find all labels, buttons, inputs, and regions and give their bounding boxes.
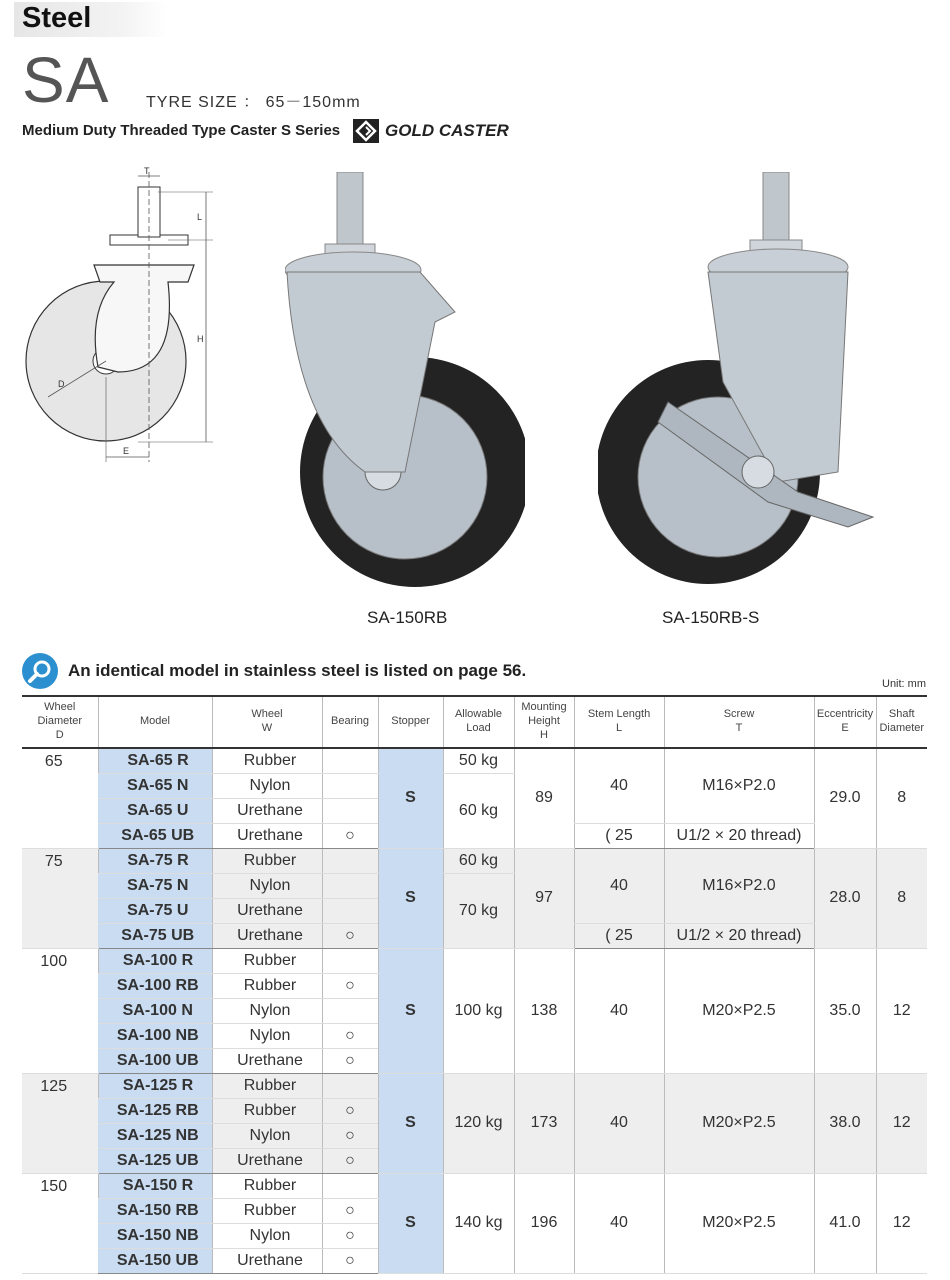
eccentricity: 28.0 — [814, 848, 876, 948]
wheel-material: Urethane — [212, 1248, 322, 1273]
wheel-material: Rubber — [212, 973, 322, 998]
column-header-line: Mounting — [521, 701, 567, 714]
column-header-line: Load — [466, 722, 491, 734]
eccentricity: 38.0 — [814, 1073, 876, 1173]
shaft-diameter: 8 — [876, 848, 927, 948]
caster-photo-1 — [285, 172, 525, 597]
column-header-line: Allowable — [454, 708, 503, 721]
column-header-line: W — [261, 722, 273, 734]
allowable-load: 70 kg — [443, 873, 514, 948]
column-header-line: Screw — [723, 708, 755, 721]
column-header — [876, 696, 927, 748]
table-row — [22, 1073, 927, 1098]
wheel-diameter: 100 — [22, 948, 98, 1073]
wheel-material: Urethane — [212, 1148, 322, 1173]
wheel-material: Rubber — [212, 1198, 322, 1223]
bearing-mark — [322, 798, 378, 823]
column-header — [443, 696, 514, 748]
allowable-load: 140 kg — [443, 1173, 514, 1273]
table-row — [22, 1173, 927, 1198]
wheel-material: Rubber — [212, 948, 322, 973]
brand-name: GOLD CASTER — [385, 121, 509, 140]
column-header-line: E — [841, 722, 849, 734]
stem-length: 40 — [574, 1073, 664, 1173]
category-tab — [14, 2, 168, 37]
bearing-mark: ○ — [322, 1223, 378, 1248]
model-code: SA-125 R — [98, 1073, 212, 1098]
mounting-height: 89 — [514, 748, 574, 848]
mounting-height: 173 — [514, 1073, 574, 1173]
model-code: SA-150 UB — [98, 1248, 212, 1273]
wheel-material: Nylon — [212, 1123, 322, 1148]
column-header — [514, 696, 574, 748]
bearing-mark — [322, 773, 378, 798]
photo-2-caption: SA-150RB-S — [662, 608, 760, 627]
model-code: SA-75 UB — [98, 923, 212, 948]
unit-label: Unit: mm — [882, 678, 926, 690]
wheel-material: Urethane — [212, 898, 322, 923]
wheel-material: Nylon — [212, 1023, 322, 1048]
column-header — [664, 696, 814, 748]
column-header — [574, 696, 664, 748]
stem-length: 40 — [574, 848, 664, 923]
caster-photo-2 — [598, 172, 883, 597]
dim-label-t: T — [144, 166, 150, 176]
bearing-mark: ○ — [322, 1048, 378, 1073]
screw-spec-alt: U1/2 × 20 thread) — [664, 823, 814, 848]
model-code: SA-75 U — [98, 898, 212, 923]
category-label: Steel — [22, 2, 92, 34]
screw-spec-alt: U1/2 × 20 thread) — [664, 923, 814, 948]
bearing-mark — [322, 948, 378, 973]
table-row — [22, 948, 927, 973]
series-title: SA — [22, 44, 110, 116]
column-header — [378, 696, 443, 748]
bearing-mark: ○ — [322, 1098, 378, 1123]
bearing-mark: ○ — [322, 823, 378, 848]
wheel-diameter: 125 — [22, 1073, 98, 1173]
model-code: SA-65 R — [98, 748, 212, 773]
photo-1-caption: SA-150RB — [367, 608, 448, 627]
allowable-load: 50 kg — [443, 748, 514, 773]
bearing-mark — [322, 748, 378, 773]
screw-spec: M20×P2.5 — [664, 948, 814, 1073]
shaft-diameter: 8 — [876, 748, 927, 848]
model-code: SA-75 N — [98, 873, 212, 898]
model-code: SA-125 UB — [98, 1148, 212, 1173]
bearing-mark: ○ — [322, 1123, 378, 1148]
model-code: SA-150 NB — [98, 1223, 212, 1248]
model-code: SA-100 NB — [98, 1023, 212, 1048]
model-code: SA-100 UB — [98, 1048, 212, 1073]
bearing-mark — [322, 1173, 378, 1198]
model-code: SA-150 RB — [98, 1198, 212, 1223]
spec-table — [22, 695, 927, 1274]
column-header — [98, 696, 212, 748]
allowable-load: 120 kg — [443, 1073, 514, 1173]
wheel-material: Nylon — [212, 773, 322, 798]
screw-spec: M20×P2.5 — [664, 1173, 814, 1273]
model-code: SA-65 UB — [98, 823, 212, 848]
mounting-height: 138 — [514, 948, 574, 1073]
screw-spec: M16×P2.0 — [664, 848, 814, 923]
column-header-line: Model — [140, 715, 170, 728]
bearing-mark — [322, 898, 378, 923]
wheel-material: Rubber — [212, 748, 322, 773]
model-code: SA-150 R — [98, 1173, 212, 1198]
column-header-line: Wheel — [44, 701, 76, 714]
column-header-line: Stem Length — [587, 708, 651, 721]
bearing-mark — [322, 873, 378, 898]
bearing-mark: ○ — [322, 1148, 378, 1173]
shaft-diameter: 12 — [876, 1073, 927, 1173]
stem-length-alt: ( 25 — [574, 823, 664, 848]
stopper-code: S — [378, 1173, 443, 1273]
bearing-mark — [322, 848, 378, 873]
column-header — [814, 696, 876, 748]
stopper-code: S — [378, 848, 443, 948]
stopper-code: S — [378, 748, 443, 848]
column-header-line: Diameter — [879, 722, 925, 734]
bearing-mark — [322, 1073, 378, 1098]
shaft-diameter: 12 — [876, 948, 927, 1073]
bearing-mark: ○ — [322, 1023, 378, 1048]
stainless-note — [22, 653, 526, 689]
bearing-mark: ○ — [322, 1248, 378, 1273]
stopper-code: S — [378, 948, 443, 1073]
stem-length: 40 — [574, 948, 664, 1073]
product-subtitle: Medium Duty Threaded Type Caster S Series — [22, 122, 341, 139]
column-header-line: Wheel — [251, 708, 283, 721]
wheel-material: Rubber — [212, 1098, 322, 1123]
dim-label-h: H — [197, 334, 204, 344]
wheel-diameter: 150 — [22, 1173, 98, 1273]
mounting-height: 196 — [514, 1173, 574, 1273]
model-code: SA-65 U — [98, 798, 212, 823]
bearing-mark: ○ — [322, 923, 378, 948]
allowable-load: 60 kg — [443, 773, 514, 848]
wheel-material: Urethane — [212, 798, 322, 823]
model-code: SA-100 RB — [98, 973, 212, 998]
wheel-material: Nylon — [212, 1223, 322, 1248]
stem-length-alt: ( 25 — [574, 923, 664, 948]
model-code: SA-75 R — [98, 848, 212, 873]
eccentricity: 29.0 — [814, 748, 876, 848]
table-row — [22, 848, 927, 873]
dim-label-d: D — [58, 379, 65, 389]
bearing-mark: ○ — [322, 973, 378, 998]
column-header-line: L — [615, 722, 623, 734]
caster-dimension-diagram — [18, 162, 228, 467]
eccentricity: 41.0 — [814, 1173, 876, 1273]
column-header-line: H — [540, 728, 548, 741]
tyre-size: TYRE SIZE ： 65－150mm — [146, 94, 361, 111]
wheel-material: Urethane — [212, 1048, 322, 1073]
column-header-line: T — [735, 722, 743, 734]
column-header-line: Shaft — [888, 708, 915, 721]
search-icon — [22, 653, 58, 689]
column-header — [212, 696, 322, 748]
model-code: SA-125 RB — [98, 1098, 212, 1123]
mounting-height: 97 — [514, 848, 574, 948]
dim-label-l: L — [197, 212, 203, 222]
allowable-load: 60 kg — [443, 848, 514, 873]
wheel-diameter: 75 — [22, 848, 98, 948]
wheel-material: Rubber — [212, 1173, 322, 1198]
stopper-code: S — [378, 1073, 443, 1173]
brand-mark-icon — [353, 119, 379, 143]
wheel-material: Urethane — [212, 823, 322, 848]
brand-logo — [353, 119, 509, 143]
table-row — [22, 748, 927, 773]
column-header — [22, 696, 98, 748]
column-header-line: Eccentricity — [816, 708, 874, 721]
model-code: SA-65 N — [98, 773, 212, 798]
wheel-material: Rubber — [212, 848, 322, 873]
bearing-mark — [322, 998, 378, 1023]
bearing-mark: ○ — [322, 1198, 378, 1223]
wheel-material: Nylon — [212, 873, 322, 898]
wheel-material: Urethane — [212, 923, 322, 948]
column-header-line: Stopper — [391, 715, 430, 728]
model-code: SA-100 R — [98, 948, 212, 973]
stem-length: 40 — [574, 748, 664, 823]
wheel-material: Nylon — [212, 998, 322, 1023]
column-header-line: Diameter — [37, 715, 83, 728]
dim-label-e: E — [123, 446, 130, 456]
stem-length: 40 — [574, 1173, 664, 1273]
wheel-diameter: 65 — [22, 748, 98, 848]
column-header-line: Bearing — [331, 715, 369, 728]
model-code: SA-125 NB — [98, 1123, 212, 1148]
wheel-material: Rubber — [212, 1073, 322, 1098]
note-text: An identical model in stainless steel is listed on page 56. — [68, 661, 527, 680]
shaft-diameter: 12 — [876, 1173, 927, 1273]
screw-spec: M20×P2.5 — [664, 1073, 814, 1173]
eccentricity: 35.0 — [814, 948, 876, 1073]
column-header-line: Height — [528, 715, 560, 728]
column-header — [322, 696, 378, 748]
column-header-line: D — [55, 728, 64, 741]
table-header — [22, 696, 927, 748]
model-code: SA-100 N — [98, 998, 212, 1023]
allowable-load: 100 kg — [443, 948, 514, 1073]
screw-spec: M16×P2.0 — [664, 748, 814, 823]
